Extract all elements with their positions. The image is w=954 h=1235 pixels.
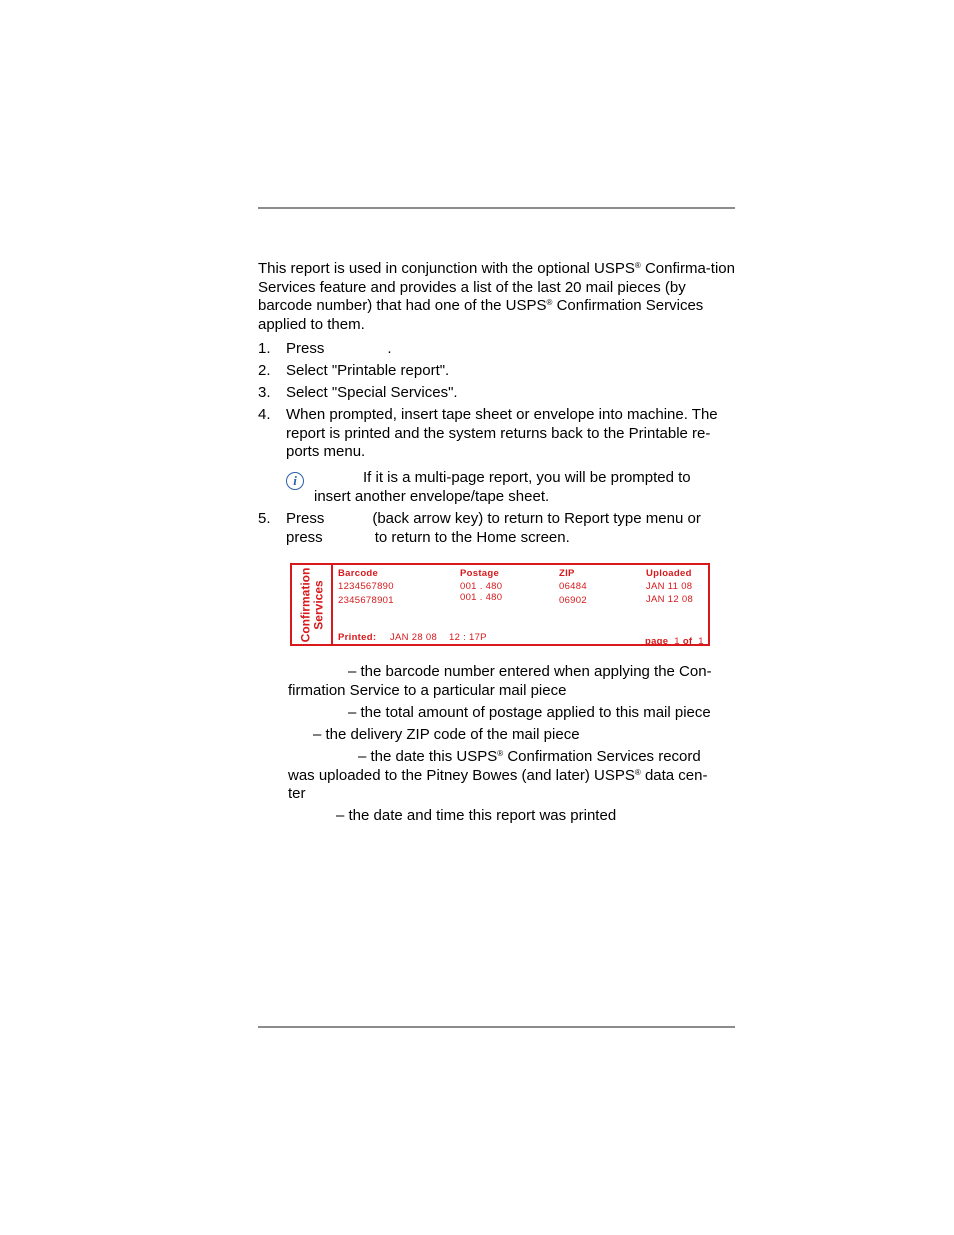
- row-2-postage: 001 . 480: [460, 592, 503, 603]
- note: i If it is a multi-page report, you will be prompted to insert another envelope/tape sheet.: [286, 469, 736, 506]
- row-2-barcode: 2345678901: [338, 595, 394, 606]
- column-zip: ZIP: [559, 568, 575, 579]
- sample-report: [290, 563, 710, 646]
- page-indicator: page 1 of 1: [645, 636, 704, 647]
- step-4: 4. When prompted, insert tape sheet or envelope into machine. The report is printed and the system returns back to the Printable re-ports menu.: [258, 406, 718, 460]
- column-postage: Postage: [460, 568, 500, 579]
- definition-printed: – the date and time this report was printed: [336, 807, 617, 824]
- row-1-uploaded: JAN 11 08: [646, 581, 693, 592]
- printed-date: JAN 28 08: [390, 632, 438, 643]
- row-2-zip: 06902: [559, 595, 587, 606]
- printed-label: Printed:: [338, 632, 377, 643]
- column-uploaded: Uploaded: [646, 568, 692, 579]
- row-2-uploaded: JAN 12 08: [646, 594, 694, 605]
- row-1-zip: 06484: [559, 581, 587, 592]
- footer-rule: [258, 1026, 735, 1028]
- column-barcode: Barcode: [338, 568, 379, 579]
- step-3: 3. Select "Special Services".: [258, 384, 458, 401]
- header-rule: [258, 207, 735, 209]
- intro-paragraph: This report is used in conjunction with the optional USPS® Confirma-tion Services feature and provides a list of the last 20 mail pieces (by barcode number) that had one of the USPS® Confirmation Services applied to them.: [258, 260, 735, 333]
- definition-zip: – the delivery ZIP code of the mail piece: [313, 726, 580, 743]
- info-icon: i: [286, 472, 304, 490]
- report-side-title: Confirmation Services: [292, 565, 333, 644]
- row-1-barcode: 1234567890: [338, 581, 394, 592]
- printed-time: 12 : 17P: [449, 632, 487, 643]
- step-2: 2. Select "Printable report".: [258, 362, 450, 379]
- definition-barcode: – the barcode number entered when applying the Con- firmation Service to a particular mail piece: [288, 663, 712, 699]
- step-5: 5. Press (back arrow key) to return to Report type menu or press to return to the Home screen.: [258, 510, 701, 546]
- definition-postage: – the total amount of postage applied to this mail piece: [348, 704, 711, 721]
- definition-uploaded: – the date this USPS® Confirmation Services record was uploaded to the Pitney Bowes (and later) USPS® data cen- ter: [288, 748, 708, 802]
- row-1-postage: 001 . 480: [460, 581, 503, 592]
- step-1: 1. Press .: [258, 340, 392, 357]
